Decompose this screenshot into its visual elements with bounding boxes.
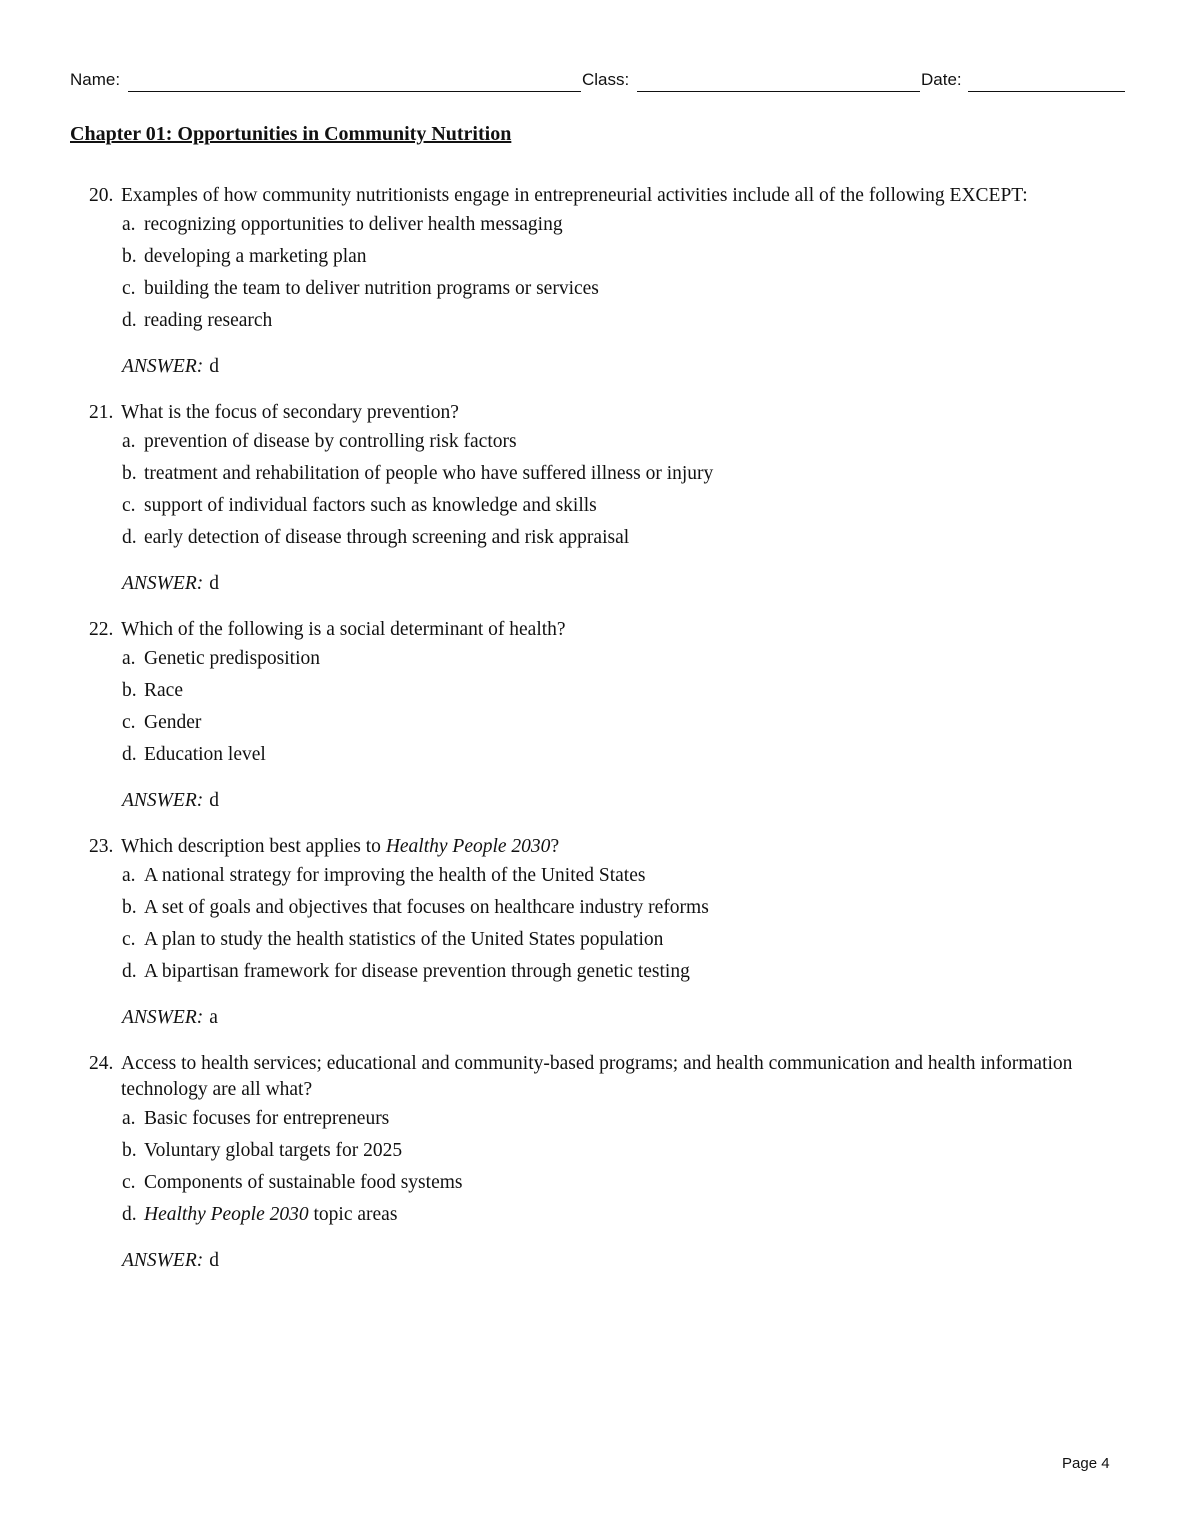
name-label: Name: <box>70 70 121 89</box>
answer-option <box>122 924 1109 956</box>
answer-option <box>122 209 1109 241</box>
answer-value: d <box>209 573 219 594</box>
option-label: b. <box>122 246 137 267</box>
question-item <box>89 1051 1109 1277</box>
answer-label: ANSWER: <box>122 573 204 594</box>
answer-label: ANSWER: <box>122 356 204 377</box>
answer-option <box>122 1135 1109 1167</box>
question-text <box>121 834 559 860</box>
answer-option <box>122 675 1109 707</box>
question-item <box>89 834 1109 1034</box>
option-label: a. <box>122 214 136 235</box>
option-text-main: reading research <box>144 310 273 331</box>
question-text-row <box>89 400 1109 426</box>
option-text-main: early detection of disease through screening and risk appraisal <box>144 527 630 548</box>
answer-option <box>122 490 1109 522</box>
question-text-main: Examples of how community nutritionists engage in entrepreneurial activities include all of the following EXCEPT: <box>121 185 1028 206</box>
answer-option <box>122 522 1109 554</box>
option-text-main: developing a marketing plan <box>144 246 367 267</box>
option-text <box>144 241 367 273</box>
answer-line <box>122 1002 1109 1034</box>
question-item <box>89 400 1109 600</box>
question-text-after: ? <box>550 836 560 857</box>
question-text-main: Access to health services; educational and community-based programs; and health communication and health information technology are all what? <box>121 1053 1073 1100</box>
date-label: Date: <box>921 70 962 89</box>
question-text <box>121 400 459 426</box>
question-text-row <box>89 617 1109 643</box>
option-text <box>144 956 690 988</box>
option-text-main: Genetic predisposition <box>144 648 321 669</box>
option-text <box>144 209 563 241</box>
option-label: d. <box>122 527 137 548</box>
answer-option <box>122 458 1109 490</box>
option-label: c. <box>122 278 136 299</box>
answer-option <box>122 643 1109 675</box>
option-text <box>144 892 709 924</box>
answer-option <box>122 707 1109 739</box>
class-label: Class: <box>582 70 630 89</box>
answer-option <box>122 892 1109 924</box>
answer-label: ANSWER: <box>122 790 204 811</box>
option-text-main: A plan to study the health statistics of the United States population <box>144 929 664 950</box>
option-text <box>144 522 629 554</box>
question-number: 23. <box>89 836 114 857</box>
question-text-row <box>89 183 1109 209</box>
question-text-italic: Healthy People 2030 <box>385 836 551 857</box>
question-number: 20. <box>89 185 114 206</box>
answer-value: d <box>209 790 219 811</box>
option-text-after: topic areas <box>308 1204 398 1225</box>
answer-option <box>122 739 1109 771</box>
answer-value: a <box>209 1007 218 1028</box>
option-label: d. <box>122 1204 137 1225</box>
name-field-line <box>128 91 581 92</box>
answer-option <box>122 305 1109 337</box>
question-text-main: Which of the following is a social determinant of health? <box>121 619 566 640</box>
option-label: d. <box>122 744 137 765</box>
option-text <box>144 739 266 771</box>
answer-line <box>122 568 1109 600</box>
option-text <box>144 924 663 956</box>
answer-label: ANSWER: <box>122 1007 204 1028</box>
option-text-main: Voluntary global targets for 2025 <box>144 1140 403 1161</box>
option-text-main: A bipartisan framework for disease prevention through genetic testing <box>144 961 690 982</box>
answer-option <box>122 860 1109 892</box>
option-label: a. <box>122 648 136 669</box>
date-field-line <box>968 91 1125 92</box>
option-text-main: recognizing opportunities to deliver health messaging <box>144 214 563 235</box>
question-text <box>121 617 566 643</box>
answer-option <box>122 241 1109 273</box>
option-text <box>144 426 517 458</box>
option-label: d. <box>122 961 137 982</box>
question-text-main: What is the focus of secondary prevention? <box>121 402 459 423</box>
answer-label: ANSWER: <box>122 1250 204 1271</box>
option-text-main: Components of sustainable food systems <box>144 1172 463 1193</box>
option-text <box>144 1135 402 1167</box>
option-text <box>144 1167 462 1199</box>
option-text <box>144 707 201 739</box>
answer-line <box>122 351 1109 383</box>
option-text-main: support of individual factors such as knowledge and skills <box>144 495 597 516</box>
option-label: b. <box>122 897 137 918</box>
option-text-main: Education level <box>144 744 266 765</box>
option-label: c. <box>122 495 136 516</box>
option-label: b. <box>122 680 137 701</box>
option-label: b. <box>122 1140 137 1161</box>
option-text <box>144 675 183 707</box>
option-label: c. <box>122 929 136 950</box>
option-text <box>144 860 645 892</box>
option-text <box>144 1199 397 1231</box>
question-text-row <box>89 834 1109 860</box>
answer-option <box>122 1199 1109 1231</box>
option-text-main: treatment and rehabilitation of people who have suffered illness or injury <box>144 463 714 484</box>
question-list <box>89 183 1109 1294</box>
option-text-main: building the team to deliver nutrition programs or services <box>144 278 599 299</box>
answer-option <box>122 1167 1109 1199</box>
question-text <box>121 1051 1109 1103</box>
option-text-italic: Healthy People 2030 <box>144 1204 309 1225</box>
option-text-main: A set of goals and objectives that focuses on healthcare industry reforms <box>144 897 709 918</box>
question-number: 24. <box>89 1053 114 1074</box>
option-label: d. <box>122 310 137 331</box>
option-label: a. <box>122 1108 136 1129</box>
option-text <box>144 273 599 305</box>
option-text-main: Basic focuses for entrepreneurs <box>144 1108 390 1129</box>
answer-option <box>122 273 1109 305</box>
option-text <box>144 305 272 337</box>
option-text-main: prevention of disease by controlling risk factors <box>144 431 517 452</box>
answer-option <box>122 426 1109 458</box>
answer-option <box>122 956 1109 988</box>
option-label: c. <box>122 712 136 733</box>
option-text <box>144 1103 389 1135</box>
option-label: a. <box>122 865 136 886</box>
question-number: 21. <box>89 402 114 423</box>
answer-line <box>122 785 1109 817</box>
question-number: 22. <box>89 619 114 640</box>
option-label: b. <box>122 463 137 484</box>
option-label: a. <box>122 431 136 452</box>
option-text-main: Gender <box>144 712 202 733</box>
option-text <box>144 458 713 490</box>
answer-value: d <box>209 356 219 377</box>
option-text-main: A national strategy for improving the health of the United States <box>144 865 646 886</box>
answer-option <box>122 1103 1109 1135</box>
question-text-main: Which description best applies to <box>121 836 386 857</box>
answer-line <box>122 1245 1109 1277</box>
chapter-title: Chapter 01: Opportunities in Community Nutrition <box>70 123 512 145</box>
question-item <box>89 183 1109 383</box>
option-text-main: Race <box>144 680 183 701</box>
option-text <box>144 643 320 675</box>
question-text-row <box>89 1051 1109 1103</box>
question-text <box>121 183 1028 209</box>
answer-value: d <box>209 1250 219 1271</box>
option-label: c. <box>122 1172 136 1193</box>
question-item <box>89 617 1109 817</box>
class-field-line <box>637 91 920 92</box>
page-number: Page 4 <box>1062 1455 1110 1472</box>
option-text <box>144 490 597 522</box>
